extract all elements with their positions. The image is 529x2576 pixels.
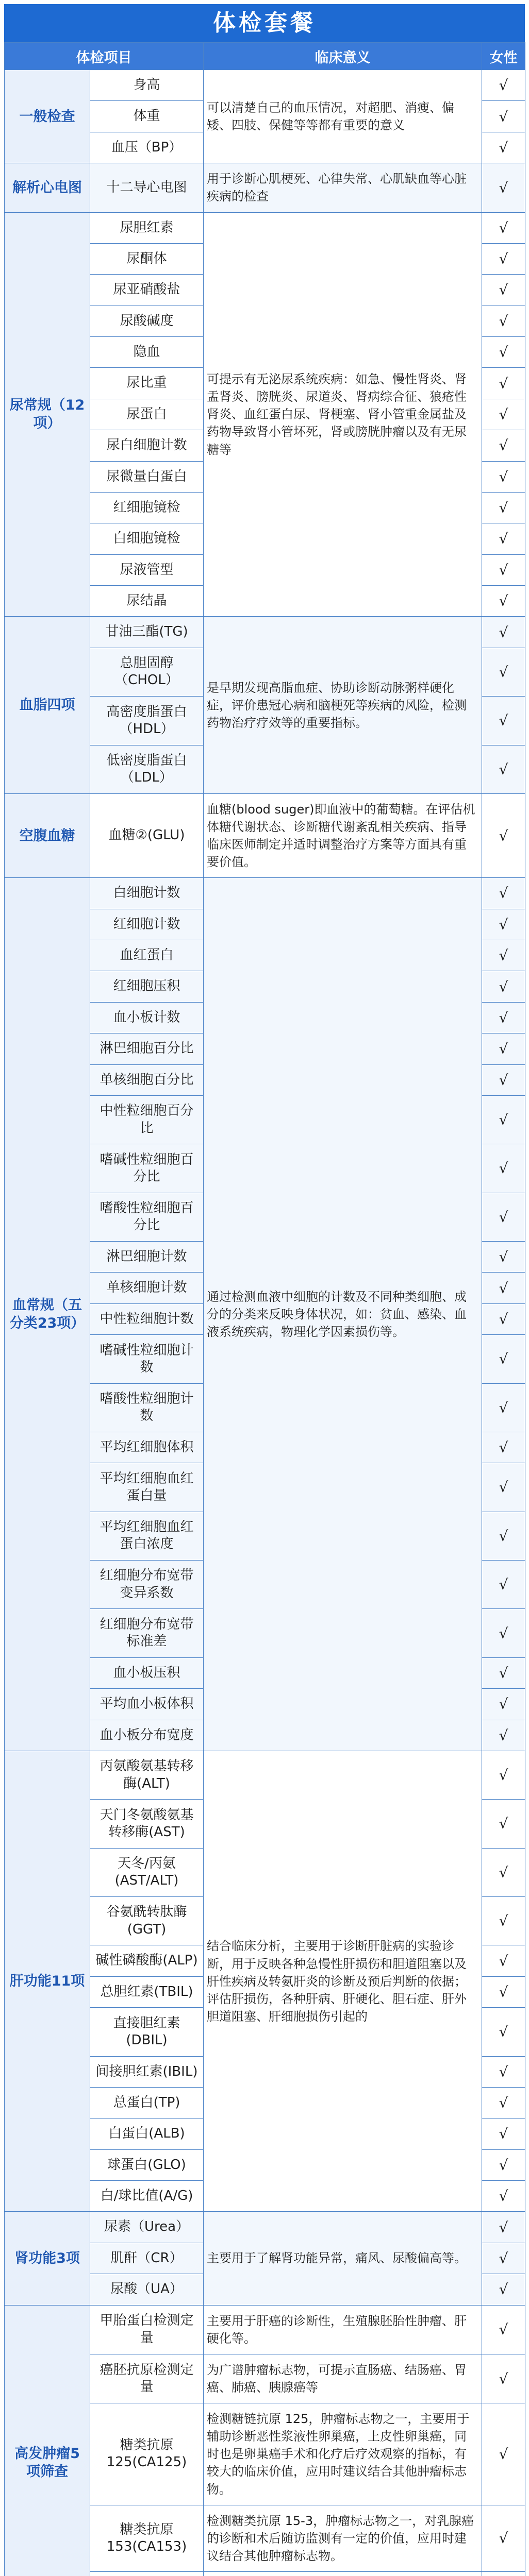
item-cell: 红细胞分布宽带变异系数 xyxy=(90,1561,204,1609)
item-cell: 淋巴细胞百分比 xyxy=(90,1033,204,1064)
female-check-cell: √ xyxy=(482,1689,525,1720)
female-check-cell: √ xyxy=(482,745,525,793)
item-cell: 尿酮体 xyxy=(90,243,204,274)
item-cell: 尿胆红素 xyxy=(90,212,204,243)
item-cell: 嗜碱性粒细胞百分比 xyxy=(90,1144,204,1193)
item-cell: 隐血 xyxy=(90,337,204,368)
significance-cell: 血糖(blood suger)即血液中的葡萄糖。在评估机体糖代谢状态、诊断糖代谢紊乱相关疾病、指导临床医师制定并适时调整治疗方案等方面具有重要价值。 xyxy=(204,793,482,877)
item-cell: 红细胞计数 xyxy=(90,909,204,940)
female-check-cell: √ xyxy=(482,1383,525,1432)
significance-cell: 主要用于肝癌的诊断性，生殖腺胚胎性肿瘤、肝硬化等。 xyxy=(204,2305,482,2354)
female-check-cell: √ xyxy=(482,793,525,877)
female-check-cell: √ xyxy=(482,1144,525,1193)
item-cell: 尿素（Urea） xyxy=(90,2212,204,2243)
female-check-cell: √ xyxy=(482,1976,525,2007)
female-check-cell: √ xyxy=(482,523,525,554)
item-cell: 丙氨酸氨基转移酶(ALT) xyxy=(90,1751,204,1799)
female-check-cell: √ xyxy=(482,368,525,399)
female-check-cell: √ xyxy=(482,617,525,648)
category-cell: 肝功能11项 xyxy=(5,1751,90,2212)
item-cell: 红细胞压积 xyxy=(90,971,204,1002)
female-check-cell: √ xyxy=(482,2212,525,2243)
significance-cell xyxy=(204,2572,482,2576)
significance-cell: 检测糖链抗原 125，肿瘤标志物之一，主要用于辅助诊断恶性浆液性卵巢癌，上皮性卵巢癌，同时也是卵巢癌手术和化疗后疗效观察的指标，有较大的临床价值，应用时建议结合其他肿瘤标志物。 xyxy=(204,2403,482,2505)
female-check-cell: √ xyxy=(482,1561,525,1609)
significance-cell: 可提示有无泌尿系统疾病：如急、慢性肾炎、肾盂肾炎、膀胱炎、尿道炎、肾病综合征、狼疮性肾炎、血红蛋白尿、肾梗塞、肾小管重金属盐及药物导致肾小管坏死，肾或膀胱肿瘤以及有无尿糖等 xyxy=(204,212,482,617)
category-cell: 高发肿瘤5项筛查 xyxy=(5,2305,90,2576)
item-cell: 红细胞分布宽带标准差 xyxy=(90,1609,204,1657)
female-check-cell: √ xyxy=(482,1033,525,1064)
item-cell: 尿比重 xyxy=(90,368,204,399)
female-check-cell: √ xyxy=(482,1512,525,1560)
item-cell: 红细胞镜检 xyxy=(90,492,204,523)
female-check-cell: √ xyxy=(482,337,525,368)
female-check-cell: √ xyxy=(482,1335,525,1383)
item-cell: 癌胚抗原检测定量 xyxy=(90,2354,204,2403)
female-check-cell: √ xyxy=(482,1432,525,1463)
category-cell: 尿常规（12项） xyxy=(5,212,90,617)
female-check-cell: √ xyxy=(482,399,525,430)
item-cell: 血小板分布宽度 xyxy=(90,1720,204,1751)
female-check-cell: √ xyxy=(482,1303,525,1334)
female-check-cell: √ xyxy=(482,2149,525,2180)
female-check-cell: √ xyxy=(482,878,525,909)
female-check-cell: √ xyxy=(482,132,525,163)
item-cell: 嗜碱性粒细胞计数 xyxy=(90,1335,204,1383)
female-check-cell: √ xyxy=(482,697,525,745)
significance-cell: 可以清楚自己的血压情况，对超肥、消瘦、偏矮、四肢、保健等等都有重要的意义 xyxy=(204,70,482,163)
item-cell: 平均红细胞血红蛋白量 xyxy=(90,1463,204,1512)
significance-cell: 用于诊断心肌梗死、心律失常、心肌缺血等心脏疾病的检查 xyxy=(204,163,482,212)
female-check-cell: √ xyxy=(482,1609,525,1657)
female-check-cell: √ xyxy=(482,1463,525,1512)
female-check-cell: √ xyxy=(482,940,525,971)
item-cell: 中性粒细胞百分比 xyxy=(90,1095,204,1144)
female-check-cell: √ xyxy=(482,2056,525,2087)
item-cell: 十二导心电图 xyxy=(90,163,204,212)
header-female: 女性 xyxy=(482,43,525,70)
item-cell: 尿酸（UA） xyxy=(90,2274,204,2305)
item-cell: 总胆固醇（CHOL） xyxy=(90,648,204,696)
female-check-cell: √ xyxy=(482,163,525,212)
female-check-cell: √ xyxy=(482,2087,525,2118)
female-check-cell: √ xyxy=(482,2243,525,2274)
item-cell xyxy=(90,2572,204,2576)
table-body xyxy=(5,70,525,2576)
item-cell: 平均红细胞血红蛋白浓度 xyxy=(90,1512,204,1560)
item-cell: 天冬/丙氨(AST/ALT) xyxy=(90,1848,204,1896)
item-cell: 血小板计数 xyxy=(90,1002,204,1033)
item-cell: 体重 xyxy=(90,101,204,132)
female-check-cell: √ xyxy=(482,1720,525,1751)
item-cell: 间接胆红素(IBIL) xyxy=(90,2056,204,2087)
female-check-cell: √ xyxy=(482,2008,525,2056)
female-check-cell: √ xyxy=(482,586,525,617)
page-title: 体检套餐 xyxy=(4,4,525,42)
item-cell: 球蛋白(GLO) xyxy=(90,2149,204,2180)
item-cell: 平均血小板体积 xyxy=(90,1689,204,1720)
item-cell: 尿微量白蛋白 xyxy=(90,461,204,492)
table-row xyxy=(5,617,525,648)
item-cell: 糖类抗原153(CA153) xyxy=(90,2505,204,2571)
table-row xyxy=(5,1751,525,1799)
female-check-cell: √ xyxy=(482,492,525,523)
item-cell: 尿结晶 xyxy=(90,586,204,617)
category-cell: 血脂四项 xyxy=(5,617,90,794)
item-cell: 淋巴细胞计数 xyxy=(90,1242,204,1273)
significance-cell: 检测糖类抗原 15-3，肿瘤标志物之一，对乳腺癌的诊断和术后随访监测有一定的价值，应用时建议结合其他肿瘤标志物。 xyxy=(204,2505,482,2571)
female-check-cell: √ xyxy=(482,1945,525,1976)
item-cell: 总蛋白(TP) xyxy=(90,2087,204,2118)
female-check-cell xyxy=(482,2572,525,2576)
header-significance: 临床意义 xyxy=(204,43,482,70)
female-check-cell: √ xyxy=(482,101,525,132)
item-cell: 中性粒细胞计数 xyxy=(90,1303,204,1334)
female-check-cell: √ xyxy=(482,1064,525,1095)
female-check-cell: √ xyxy=(482,2305,525,2354)
item-cell: 碱性磷酸酶(ALP) xyxy=(90,1945,204,1976)
female-check-cell: √ xyxy=(482,306,525,336)
female-check-cell: √ xyxy=(482,1800,525,1848)
item-cell: 嗜酸性粒细胞百分比 xyxy=(90,1193,204,1241)
item-cell: 尿酸碱度 xyxy=(90,306,204,336)
female-check-cell: √ xyxy=(482,2354,525,2403)
category-cell: 空腹血糖 xyxy=(5,793,90,877)
table-row xyxy=(5,793,525,877)
item-cell: 低密度脂蛋白（LDL） xyxy=(90,745,204,793)
item-cell: 单核细胞百分比 xyxy=(90,1064,204,1095)
item-cell: 血红蛋白 xyxy=(90,940,204,971)
category-cell: 肾功能3项 xyxy=(5,2212,90,2305)
table-row xyxy=(5,878,525,909)
significance-cell: 通过检测血液中细胞的计数及不同种类细胞、成分的分类来反映身体状况，如：贫血、感染、血液系统疾病，物理化学因素损伤等。 xyxy=(204,878,482,1751)
female-check-cell: √ xyxy=(482,1242,525,1273)
item-cell: 平均红细胞体积 xyxy=(90,1432,204,1463)
significance-cell: 为广谱肿瘤标志物，可提示直肠癌、结肠癌、胃癌、肺癌、胰腺癌等 xyxy=(204,2354,482,2403)
female-check-cell: √ xyxy=(482,1848,525,1896)
item-cell: 甲胎蛋白检测定量 xyxy=(90,2305,204,2354)
package-table xyxy=(4,42,525,2576)
category-cell: 解析心电图 xyxy=(5,163,90,212)
female-check-cell: √ xyxy=(482,1193,525,1241)
table-header-row xyxy=(5,43,525,70)
item-cell: 白/球比值(A/G) xyxy=(90,2181,204,2212)
female-check-cell: √ xyxy=(482,648,525,696)
female-check-cell: √ xyxy=(482,554,525,585)
header-item: 体检项目 xyxy=(5,43,204,70)
item-cell: 白细胞计数 xyxy=(90,878,204,909)
table-row xyxy=(5,212,525,243)
table-row xyxy=(5,70,525,101)
table-row xyxy=(5,2305,525,2354)
female-check-cell: √ xyxy=(482,1002,525,1033)
item-cell: 单核细胞计数 xyxy=(90,1273,204,1303)
item-cell: 谷氨酰转肽酶(GGT) xyxy=(90,1897,204,1945)
item-cell: 尿亚硝酸盐 xyxy=(90,275,204,306)
female-check-cell: √ xyxy=(482,243,525,274)
female-check-cell: √ xyxy=(482,212,525,243)
item-cell: 总胆红素(TBIL) xyxy=(90,1976,204,2007)
item-cell: 血压（BP） xyxy=(90,132,204,163)
item-cell: 尿液管型 xyxy=(90,554,204,585)
female-check-cell: √ xyxy=(482,2505,525,2571)
female-check-cell: √ xyxy=(482,2274,525,2305)
female-check-cell: √ xyxy=(482,909,525,940)
item-cell: 糖类抗原125(CA125) xyxy=(90,2403,204,2505)
female-check-cell: √ xyxy=(482,461,525,492)
item-cell: 肌酐（CR） xyxy=(90,2243,204,2274)
female-check-cell: √ xyxy=(482,275,525,306)
item-cell: 血糖②(GLU) xyxy=(90,793,204,877)
significance-cell: 结合临床分析，主要用于诊断肝脏病的实验诊断，用于反映各种急慢性肝损伤和胆道阻塞以及肝性疾病及转氨肝炎的诊断及预后判断的依据；评估肝损伤，各种肝病、肝硬化、胆石症、肝外胆道阻塞、肝细胞损伤引起的 xyxy=(204,1751,482,2212)
item-cell: 嗜酸性粒细胞计数 xyxy=(90,1383,204,1432)
item-cell: 直接胆红素(DBIL) xyxy=(90,2008,204,2056)
item-cell: 尿蛋白 xyxy=(90,399,204,430)
item-cell: 甘油三酯(TG) xyxy=(90,617,204,648)
item-cell: 天门冬氨酸氨基转移酶(AST) xyxy=(90,1800,204,1848)
category-cell: 血常规（五分类23项） xyxy=(5,878,90,1751)
item-cell: 身高 xyxy=(90,70,204,101)
item-cell: 高密度脂蛋白（HDL） xyxy=(90,697,204,745)
package-sheet xyxy=(4,4,525,2576)
table-row xyxy=(5,2212,525,2243)
item-cell: 尿白细胞计数 xyxy=(90,430,204,461)
female-check-cell: √ xyxy=(482,2403,525,2505)
female-check-cell: √ xyxy=(482,1657,525,1688)
item-cell: 白细胞镜检 xyxy=(90,523,204,554)
female-check-cell: √ xyxy=(482,1095,525,1144)
female-check-cell: √ xyxy=(482,1751,525,1799)
significance-cell: 是早期发现高脂血症、协助诊断动脉粥样硬化症，评价患冠心病和脑梗死等疾病的风险，检测药物治疗疗效等的重要指标。 xyxy=(204,617,482,794)
item-cell: 白蛋白(ALB) xyxy=(90,2119,204,2149)
category-cell: 一般检查 xyxy=(5,70,90,163)
item-cell: 血小板压积 xyxy=(90,1657,204,1688)
female-check-cell: √ xyxy=(482,2181,525,2212)
significance-cell: 主要用于了解肾功能异常，痛风、尿酸偏高等。 xyxy=(204,2212,482,2305)
female-check-cell: √ xyxy=(482,70,525,101)
female-check-cell: √ xyxy=(482,971,525,1002)
female-check-cell: √ xyxy=(482,2119,525,2149)
female-check-cell: √ xyxy=(482,430,525,461)
table-row xyxy=(5,163,525,212)
female-check-cell: √ xyxy=(482,1273,525,1303)
female-check-cell: √ xyxy=(482,1897,525,1945)
